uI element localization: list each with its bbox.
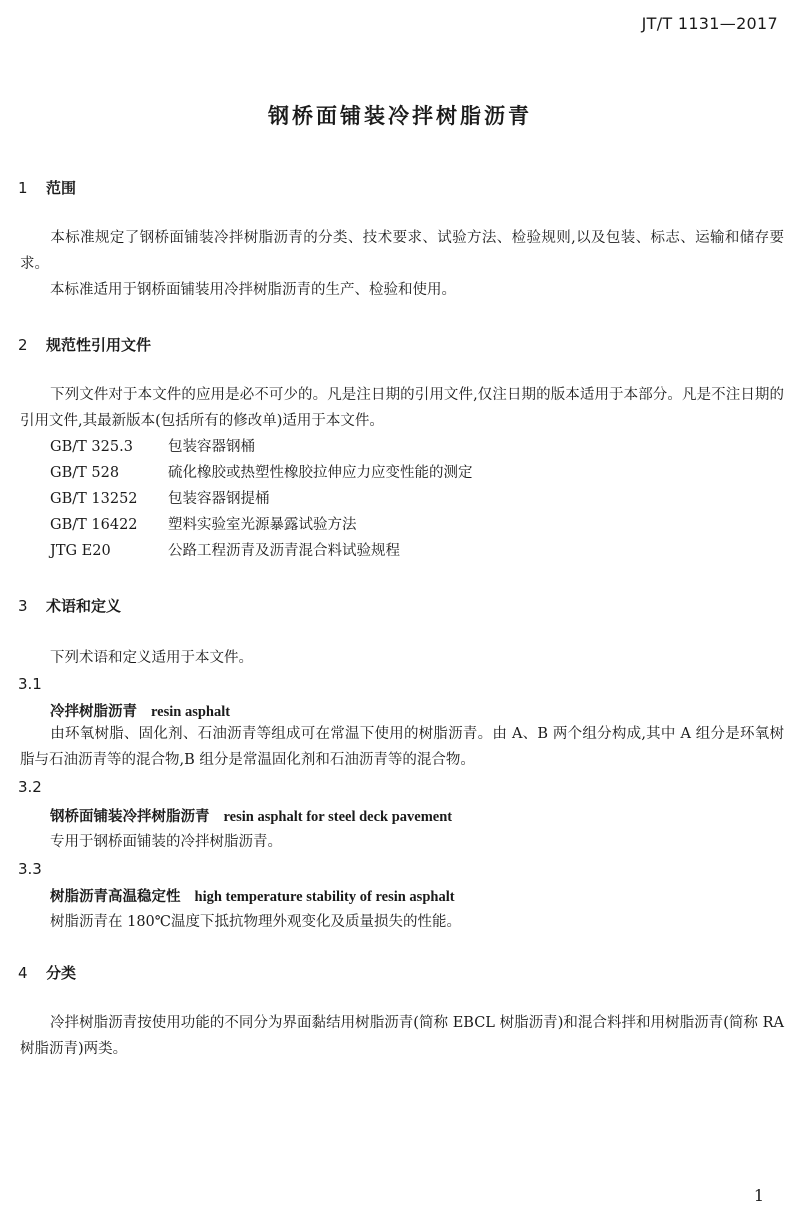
reference-row: [50, 460, 473, 486]
section-2-paragraph: [20, 382, 784, 434]
paragraph-text: 由环氧树脂、固化剂、石油沥青等组成可在常温下使用的树脂沥青。由 A、B 两个组分构成,其中 A 组分是环氧树脂与石油沥青等的混合物,B 组分是常温固化剂和石油沥青等的混合物。: [20, 726, 784, 768]
reference-row: [50, 486, 270, 512]
term-en: resin asphalt: [151, 704, 231, 720]
section-1-paragraph-1: [20, 225, 784, 277]
term-definition: [20, 721, 784, 773]
reference-code: GB/T 13252: [50, 491, 138, 507]
standard-code: JT/T 1131—2017: [641, 14, 778, 33]
term-definition: 专用于钢桥面铺装的冷拌树脂沥青。: [50, 834, 282, 850]
reference-title: 硫化橡胶或热塑性橡胶拉伸应力应变性能的测定: [168, 465, 473, 481]
reference-title: 公路工程沥青及沥青混合料试验规程: [168, 543, 400, 559]
reference-title: 包装容器钢提桶: [168, 491, 270, 507]
term-heading: [50, 700, 230, 721]
reference-row: [50, 434, 255, 460]
term-definition: 树脂沥青在 180℃温度下抵抗物理外观变化及质量损失的性能。: [50, 914, 462, 930]
section-title: 分类: [46, 964, 77, 982]
paragraph-text: 冷拌树脂沥青按使用功能的不同分为界面黏结用树脂沥青(简称 EBCL 树脂沥青)和混合料拌和用树脂沥青(简称 RA 树脂沥青)两类。: [20, 1015, 784, 1057]
reference-code: GB/T 528: [50, 465, 120, 481]
term-cn: 钢桥面铺装冷拌树脂沥青: [50, 809, 210, 825]
section-number: 2: [18, 336, 28, 354]
document-title: 钢桥面铺装冷拌树脂沥青: [268, 104, 532, 128]
reference-code: JTG E20: [50, 543, 111, 559]
section-3-heading: [18, 595, 121, 616]
section-1-heading: [18, 177, 76, 198]
term-number: 3.3: [18, 860, 42, 878]
section-3-intro: [20, 645, 784, 671]
reference-row: [50, 512, 357, 538]
section-4-heading: [18, 962, 76, 983]
term-heading: [50, 885, 455, 906]
reference-code: GB/T 325.3: [50, 439, 133, 455]
term-heading: [50, 805, 452, 826]
term-cn: 树脂沥青高温稳定性: [50, 889, 181, 905]
section-title: 规范性引用文件: [46, 336, 152, 354]
reference-title: 包装容器钢桶: [168, 439, 255, 455]
section-2-heading: [18, 334, 151, 355]
term-en: resin asphalt for steel deck pavement: [223, 809, 453, 825]
paragraph-text: 本标准规定了钢桥面铺装冷拌树脂沥青的分类、技术要求、试验方法、检验规则,以及包装、标志、运输和储存要求。: [20, 230, 784, 272]
paragraph-text: 下列文件对于本文件的应用是必不可少的。凡是注日期的引用文件,仅注日期的版本适用于本部分。凡是不注日期的引用文件,其最新版本(包括所有的修改单)适用于本文件。: [20, 387, 784, 429]
term-en: high temperature stability of resin asphalt: [194, 889, 455, 905]
reference-code: GB/T 16422: [50, 517, 138, 533]
section-title: 术语和定义: [46, 597, 122, 615]
reference-title: 塑料实验室光源暴露试验方法: [168, 517, 357, 533]
section-1-paragraph-2: [20, 277, 784, 303]
section-number: 3: [18, 597, 28, 615]
paragraph-text: 本标准适用于钢桥面铺装用冷拌树脂沥青的生产、检验和使用。: [50, 282, 456, 298]
page-number: 1: [753, 1186, 764, 1205]
term-number: 3.1: [18, 675, 42, 693]
paragraph-text: 下列术语和定义适用于本文件。: [50, 650, 253, 666]
term-cn: 冷拌树脂沥青: [50, 704, 137, 720]
section-4-paragraph: [20, 1010, 784, 1062]
section-title: 范围: [46, 179, 77, 197]
section-number: 4: [18, 964, 28, 982]
reference-row: [50, 538, 400, 564]
section-number: 1: [18, 179, 28, 197]
term-number: 3.2: [18, 778, 42, 796]
